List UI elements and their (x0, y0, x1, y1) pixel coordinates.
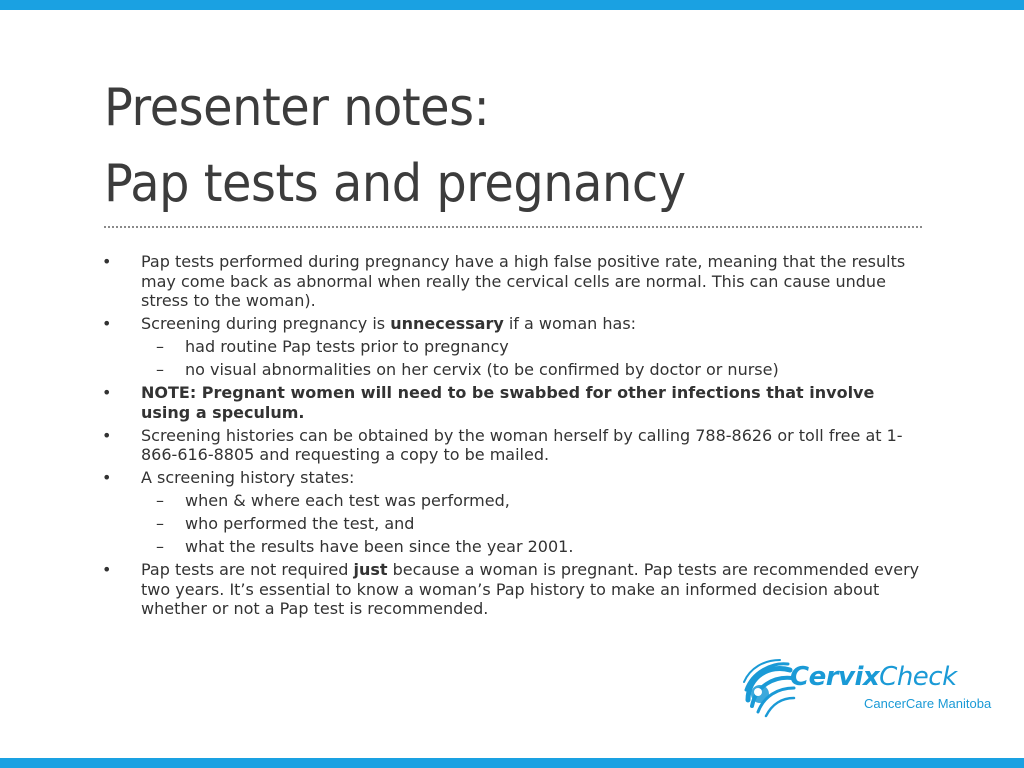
bullet-text: Screening histories can be obtained by the woman herself by calling 788-8626 or toll free at 1-866-616-8805 and requesting a copy to be mailed. (141, 425, 903, 464)
bullet-list (102, 252, 922, 622)
logo-name-check: Check (879, 662, 957, 692)
bullet-text: because a woman is pregnant. Pap tests are recommended every two years. It’s essential to know a woman’s Pap history to make an informed decision about whether or not a Pap test is recommended. (141, 560, 920, 618)
sub-bullet-item (102, 491, 922, 511)
sub-bullet-item (102, 337, 922, 357)
bullet-text: Pap tests are not required (141, 560, 354, 579)
bullet-item (102, 252, 922, 311)
sub-bullet-item (102, 514, 922, 534)
bullet-text: Pap tests performed during pregnancy have a high false positive rate, meaning that the results may come back as abnormal when really the cervical cells are normal. This can cause undue stress to the woman). (141, 252, 906, 310)
bullet-item (102, 314, 922, 334)
slide-title (104, 70, 686, 222)
swirl-logo-icon (740, 656, 796, 718)
bullet-item (102, 426, 922, 465)
cervixcheck-logo (740, 656, 992, 720)
bullet-text: had routine Pap tests prior to pregnancy (185, 337, 509, 356)
sub-bullet-item (102, 537, 922, 557)
bold-text: NOTE: Pregnant women will need to be swabbed for other infections that involve using a speculum. (141, 383, 875, 422)
bullet-marker: • (102, 383, 112, 402)
bullet-text: when & where each test was performed, (185, 491, 510, 510)
bullet-text: if a woman has: (503, 314, 637, 333)
dash-marker: – (156, 491, 164, 510)
sub-bullet-item (102, 360, 922, 380)
bullet-text: Screening during pregnancy is (141, 314, 391, 333)
bullet-text: who performed the test, and (185, 514, 415, 533)
top-accent-bar (0, 0, 1024, 10)
dash-marker: – (156, 337, 164, 356)
logo-subtitle: CancerCare Manitoba (864, 696, 992, 711)
dash-marker: – (156, 514, 164, 533)
dotted-divider (104, 226, 922, 228)
bullet-marker: • (102, 425, 112, 445)
bullet-item (102, 560, 922, 619)
bullet-marker: • (102, 560, 112, 579)
bold-text: unnecessary (390, 314, 504, 333)
bullet-marker: • (102, 252, 112, 271)
bullet-item (102, 383, 922, 422)
dash-marker: – (156, 537, 164, 556)
bold-text: just (353, 560, 388, 579)
bullet-text: no visual abnormalities on her cervix (to be confirmed by doctor or nurse) (185, 360, 779, 379)
bullet-text: A screening history states: (141, 468, 355, 487)
bottom-accent-bar (0, 758, 1024, 768)
title-line-1: Presenter notes: (104, 78, 490, 138)
bullet-item (102, 468, 922, 488)
logo-wordmark (790, 662, 957, 692)
dash-marker: – (156, 360, 164, 379)
title-line-2: Pap tests and pregnancy (104, 154, 686, 214)
bullet-marker: • (102, 314, 112, 333)
logo-name-cervix: Cervix (790, 662, 880, 692)
bullet-marker: • (102, 468, 112, 487)
bullet-text: what the results have been since the year 2001. (185, 537, 574, 556)
